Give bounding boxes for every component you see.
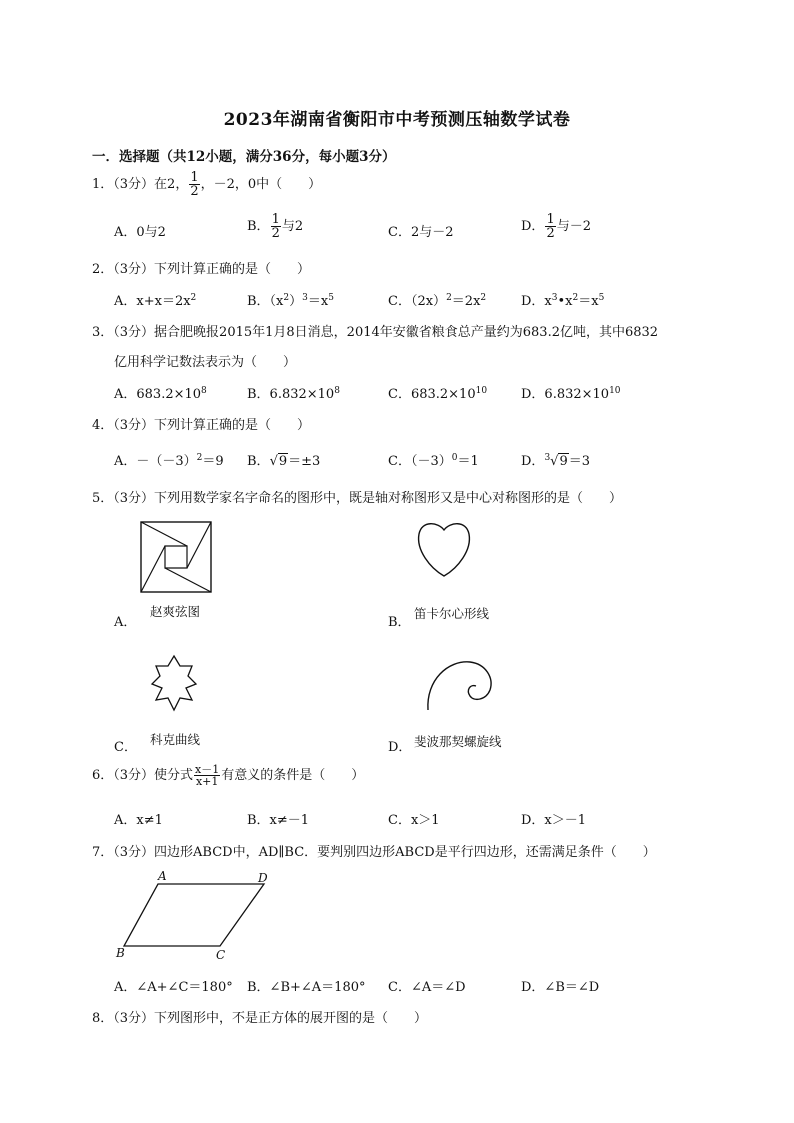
- question-1: [92, 171, 321, 198]
- q7-option-b: B．∠B+∠A＝180°: [247, 980, 366, 995]
- q3-a-text: A．683.2×10: [114, 387, 202, 402]
- q2-a-exp: 2: [190, 293, 197, 303]
- q2-d-eq: ＝x: [578, 294, 599, 309]
- q2-b-text: B．（x: [247, 294, 284, 309]
- q6-stem-b: 有意义的条件是（ ）: [221, 768, 365, 783]
- q2-a-text: A．x+x＝2x: [114, 294, 191, 309]
- fibonacci-spiral-diagram: [424, 656, 496, 712]
- zhao-shuang-diagram: [140, 521, 212, 593]
- q4-option-c: [388, 450, 479, 469]
- question-7: 7．（3分）四边形ABCD中，AD∥BC．要判别四边形ABCD是平行四边形，还需满足条件（ ）: [92, 845, 656, 860]
- q1-stem-a: 1．（3分）在2，: [92, 177, 189, 192]
- q5-option-d-letter: D．: [388, 740, 412, 755]
- q4-b-post: ＝±3: [288, 454, 321, 469]
- vertex-label-a: A: [158, 869, 167, 883]
- q3-option-d: [521, 383, 621, 402]
- q4-c-text: C．（－3）: [388, 454, 452, 469]
- q2-c-exp1: 2: [446, 293, 452, 303]
- q1-frac-den: 2: [190, 184, 199, 199]
- q6-option-b: B．x≠－1: [247, 813, 310, 828]
- page-title: 2023年湖南省衡阳市中考预测压轴数学试卷: [223, 110, 571, 130]
- q3-b-exp: 8: [334, 386, 340, 396]
- q4-a-exp: 2: [196, 453, 203, 463]
- q6-option-d: D．x＞－1: [521, 813, 587, 828]
- q2-c-exp2: 2: [480, 293, 487, 303]
- q2-d-text: D．x: [521, 294, 552, 309]
- q4-option-a: [114, 450, 224, 469]
- q2-option-a: [114, 290, 196, 309]
- q6-option-a: A．x≠1: [114, 813, 163, 828]
- q1-b-num: 1: [271, 212, 280, 227]
- q1-d-den: 2: [546, 226, 555, 241]
- q5-option-a-caption: 赵爽弦图: [150, 604, 201, 619]
- q2-b-exp1: 2: [283, 293, 290, 303]
- q1-b-suffix: 与2: [281, 219, 304, 234]
- q2-d-exp3: 5: [598, 293, 605, 303]
- q2-d-exp1: 3: [551, 293, 558, 303]
- q4-c-exp: 0: [451, 453, 458, 463]
- koch-curve-diagram: [138, 646, 210, 722]
- q1-option-c: C．2与－2: [388, 225, 454, 240]
- q1-option-a: A．0与2: [114, 225, 166, 240]
- q4-a-post: ＝9: [202, 454, 224, 469]
- q1-d-prefix: D．: [521, 219, 545, 234]
- q7-option-d: D．∠B＝∠D: [521, 980, 600, 995]
- q4-b-text: B．: [247, 454, 270, 469]
- q5-option-b-letter: B．: [388, 615, 411, 630]
- q3-option-a: [114, 383, 207, 402]
- q2-option-d: [521, 290, 604, 309]
- q1-frac-num: 1: [190, 170, 199, 185]
- q1-option-b: [247, 213, 303, 240]
- q2-c-eq: ＝2x: [451, 294, 481, 309]
- q1-b-den: 2: [271, 226, 280, 241]
- q2-b-exp3: 5: [328, 293, 334, 303]
- q4-option-b: [247, 450, 320, 469]
- section-heading: 一．选择题（共12小题，满分36分，每小题3分）: [92, 149, 396, 165]
- q4-d-index: 3: [544, 453, 551, 463]
- cardioid-diagram: [416, 520, 472, 580]
- q1-d-num: 1: [546, 212, 555, 227]
- q3-a-exp: 8: [201, 386, 207, 396]
- q1-b-prefix: B．: [247, 219, 270, 234]
- q5-option-b-caption: 笛卡尔心形线: [414, 606, 490, 621]
- q1-fraction: [189, 171, 199, 198]
- q4-b-radicand: 9: [278, 454, 288, 469]
- q4-a-text: A．－（－3）: [114, 454, 197, 469]
- question-8: 8．（3分）下列图形中，不是正方体的展开图的是（ ）: [92, 1011, 428, 1026]
- q4-d-radicand: 9: [559, 454, 568, 469]
- q3-b-text: B．6.832×10: [247, 387, 335, 402]
- q5-option-a-letter: A．: [114, 615, 137, 630]
- q3-d-exp: 10: [609, 386, 621, 396]
- q3-d-text: D．6.832×10: [521, 387, 610, 402]
- q6-frac-den: x+1: [195, 775, 219, 788]
- q3-c-exp: 10: [475, 386, 488, 396]
- q7-option-c: C．∠A＝∠D: [388, 980, 466, 995]
- q2-d-exp2: 2: [572, 293, 579, 303]
- q7-option-a: A．∠A+∠C＝180°: [114, 980, 233, 995]
- vertex-label-c: C: [216, 948, 226, 962]
- q4-option-d: [521, 450, 590, 469]
- q2-b-eq: ＝x: [307, 294, 329, 309]
- parallelogram-diagram: [114, 868, 284, 963]
- q6-fraction: [194, 764, 220, 787]
- question-3-line-2: 亿用科学记数法表示为（ ）: [114, 355, 297, 370]
- q6-stem-a: 6．（3分）使分式: [92, 768, 194, 783]
- q6-frac-num: x－1: [195, 763, 220, 776]
- q1-option-d: [521, 213, 591, 240]
- q2-option-c: [388, 290, 486, 309]
- q1-stem-b: ，－2，0中（ ）: [200, 177, 322, 192]
- question-3-line-1: 3．（3分）据合肥晚报2015年1月8日消息，2014年安徽省粮食总产量约为683.2亿吨，其中6832: [92, 325, 659, 340]
- q3-option-c: [388, 383, 487, 402]
- question-4: 4．（3分）下列计算正确的是（ ）: [92, 418, 311, 433]
- vertex-label-b: B: [116, 946, 125, 960]
- q1-d-suffix: 与－2: [556, 219, 591, 234]
- q2-c-text: C．（2x）: [388, 294, 447, 309]
- q2-d-mid: •x: [557, 294, 573, 309]
- q4-c-post: ＝1: [457, 454, 479, 469]
- sqrt-icon: √: [269, 454, 278, 469]
- question-5: 5．（3分）下列用数学家名字命名的图形中，既是轴对称图形又是中心对称图形的是（ ）: [92, 491, 623, 506]
- vertex-label-d: D: [258, 871, 268, 885]
- q6-option-c: C．x＞1: [388, 813, 440, 828]
- q5-option-c-caption: 科克曲线: [150, 732, 201, 747]
- q4-d-text: D．: [521, 454, 545, 469]
- q2-b-mid: ）: [289, 294, 303, 309]
- cube-root-icon: √: [550, 454, 559, 469]
- q5-option-d-caption: 斐波那契螺旋线: [414, 734, 502, 749]
- q5-option-c-letter: C．: [114, 740, 137, 755]
- question-2: 2．（3分）下列计算正确的是（ ）: [92, 262, 311, 277]
- q2-b-exp2: 3: [302, 293, 308, 303]
- question-6: [92, 764, 364, 787]
- q3-option-b: [247, 383, 340, 402]
- q3-c-text: C．683.2×10: [388, 387, 476, 402]
- q4-d-post: ＝3: [568, 454, 591, 469]
- q2-option-b: [247, 290, 334, 309]
